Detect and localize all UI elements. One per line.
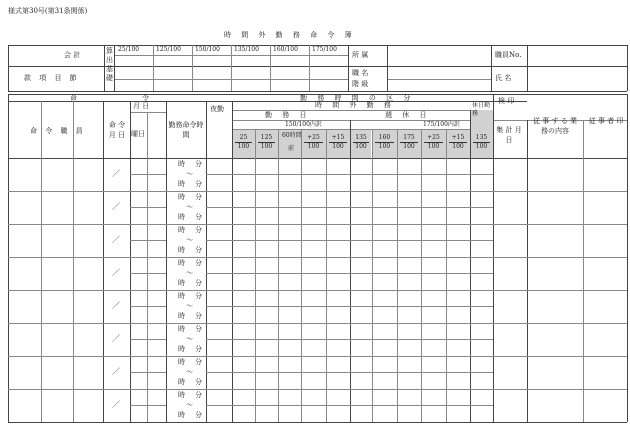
fun-label: 分 [195,391,202,399]
date-separator: ／ [112,367,120,376]
ji-label: 時 [178,378,185,386]
date-separator: ／ [112,400,120,409]
kara-label: ～ [186,302,193,310]
fraction-10 [470,134,493,151]
grid-line [130,273,166,274]
yakin-label: 夜勤 [210,105,224,113]
ji-label: 時 [178,180,185,188]
date-separator: ／ [112,301,120,310]
fraction-denominator: 100 [424,142,443,151]
grid-line [73,101,74,422]
grid-line [206,101,207,422]
grid-line [446,129,447,422]
rate-25: 25/100 [118,46,140,53]
grid-line [278,129,279,422]
fun-label: 分 [195,292,202,300]
kara-label: ～ [186,368,193,376]
kara-label: ～ [186,203,193,211]
grid-line [130,240,166,241]
fun-label: 分 [195,246,202,254]
ji-label: 時 [178,312,185,320]
fraction-denominator: 100 [353,142,369,151]
fraction-denominator: 100 [304,142,323,151]
fun-label: 分 [195,279,202,287]
ji-label: 時 [178,226,185,234]
shokuin-no-label: 職員No. [495,51,522,59]
fun-label: 分 [195,378,202,386]
grid-line [232,129,470,130]
ji-label: 時 [178,325,185,333]
grid-line [8,224,627,225]
grid-line [8,389,627,390]
yobi-label: 曜日 [131,130,145,138]
jikangai-label: 時 間 外 勤 務 [315,101,395,109]
fun-label: 分 [195,312,202,320]
jigyo-label: 従 事 す る 業務の内容 [533,117,577,135]
grid-line [8,158,627,159]
shukyu-bi-label: 週 休 日 [385,111,431,119]
kenin-label: 検 印 [498,97,515,105]
fraction-denominator: 100 [235,142,252,151]
ji-label: 時 [178,391,185,399]
fun-label: 分 [195,259,202,267]
rokujuu-sub-label: 前 [288,145,295,152]
fun-label: 分 [195,213,202,221]
grid-line [206,405,493,406]
grid-line [130,405,166,406]
grid-line [493,94,494,422]
grid-line [130,112,166,113]
ji-label: 時 [178,259,185,267]
kimmu-kubun-label: 勤 務 時 間 の 区 分 [300,94,415,102]
grid-line [130,207,166,208]
fraction-6 [372,134,397,151]
grid-line [130,372,166,373]
grid-line [8,101,527,102]
fun-label: 分 [195,193,202,201]
kyujitsu-kimmu-label: 休日勤務 [472,102,491,117]
kara-label: ～ [186,170,193,178]
fun-label: 分 [195,358,202,366]
rate-160: 160/100 [273,46,298,53]
rate-175: 175/100 [312,46,337,53]
document-title: 時 間 外 勤 務 命 令 簿 [224,31,356,39]
grid-line [147,112,148,422]
fun-label: 分 [195,325,202,333]
grid-line [8,356,627,357]
fraction-5 [350,134,372,151]
tsuki-hi-label: 月 日 [133,102,150,110]
date-separator: ／ [112,235,120,244]
grid-line [8,191,627,192]
grid-line [103,101,104,422]
grid-line [8,422,627,423]
grid-line [130,101,131,422]
fraction-9 [446,134,470,151]
ji-label: 時 [178,246,185,254]
grid-line [583,120,584,422]
fraction-8 [421,134,446,151]
fraction-numerator: 135 [475,134,488,141]
ji-label: 時 [178,160,185,168]
kara-label: ～ [186,269,193,277]
fraction-numerator: +25 [307,134,320,141]
grid-line [206,372,493,373]
grid-line [255,129,256,422]
fraction-denominator: 100 [449,142,467,151]
shokumei-label: 職 名 [352,69,369,77]
fraction-numerator: +15 [451,134,465,141]
fraction-1 [255,134,278,151]
kimmu-meirei-jikan-label: 勤務命令時間 [168,121,204,139]
form-number-label: 様式第30号(第31条関係) [8,7,88,15]
kaikyu-label: 階 級 [352,80,369,88]
grid-line [350,120,351,422]
grid-line [301,129,302,422]
fraction-denominator: 100 [400,142,418,151]
grid-line [166,101,167,422]
fraction-numerator: 175 [403,134,415,141]
rokujuu-label: 60時間 [282,132,302,139]
fraction-denominator: 100 [375,142,394,151]
grid-line [326,129,327,422]
fraction-7 [397,134,421,151]
grid-line [206,240,493,241]
fraction-numerator: +25 [427,134,440,141]
fun-label: 分 [195,226,202,234]
meirei-label: 命 [70,94,77,102]
shimei-label: 氏 名 [495,74,512,82]
fraction-numerator: +15 [331,134,345,141]
fraction-denominator: 100 [473,142,490,151]
date-separator: ／ [112,268,120,277]
fraction-denominator: 100 [329,142,347,151]
uchiwake175-label: 175/100内訳 [423,121,460,128]
ji-label: 時 [178,358,185,366]
grid-line [627,94,628,422]
juji-in-label: 従 事 者 印 [588,117,624,125]
fraction-numerator: 125 [260,134,273,141]
fun-label: 分 [195,411,202,419]
ji-label: 時 [178,411,185,419]
ji-label: 時 [178,292,185,300]
rate-150: 150/100 [195,46,220,53]
kaikei-label: 会 計 [64,51,81,59]
grid-line [206,306,493,307]
fraction-denominator: 100 [258,142,275,151]
grid-line [8,323,627,324]
grid-line [8,257,627,258]
meirei-shokuin-label: 命 令 職 員 [30,127,86,135]
fun-label: 分 [195,180,202,188]
date-separator: ／ [112,334,120,343]
fraction-numerator: 135 [355,134,367,141]
fraction-numerator: 160 [378,134,391,141]
fun-label: 分 [195,345,202,353]
grid-line [421,129,422,422]
grid-line [527,120,528,422]
grid-line [130,174,166,175]
grid-line [130,339,166,340]
sanshutsu-label: 算 出 基 礎 [106,47,113,82]
date-separator: ／ [112,169,120,178]
grid-line [130,306,166,307]
kara-label: ～ [186,401,193,409]
grid-line [470,110,471,422]
grid-line [206,339,493,340]
fraction-4 [326,134,350,151]
grid-line [206,174,493,175]
grid-line [8,290,627,291]
kara-label: ～ [186,236,193,244]
fun-label: 分 [195,160,202,168]
ji-label: 時 [178,193,185,201]
kanko-label: 款 項 目 節 [24,74,80,82]
grid-line [397,129,398,422]
fraction-numerator: 25 [239,134,248,141]
shozoku-label: 所 属 [352,51,369,59]
kimmu-bi-label: 勤 務 日 [265,111,311,119]
grid-line [206,273,493,274]
date-separator: ／ [112,202,120,211]
shukei-label: 集 計 月 日 [496,126,522,144]
rei-label: 令 [142,94,149,102]
fraction-3 [301,134,326,151]
rate-125: 125/100 [156,46,181,53]
fraction-0 [232,134,255,151]
meirei-gappi-label: 命 令 月 日 [108,121,126,139]
ji-label: 時 [178,213,185,221]
grid-line [41,101,42,422]
uchiwake150-label: 150/100内訳 [285,121,322,128]
rate-135: 135/100 [234,46,259,53]
grid-line [372,129,373,422]
grid-line [8,94,9,422]
grid-line [206,207,493,208]
ji-label: 時 [178,279,185,287]
kara-label: ～ [186,335,193,343]
ji-label: 時 [178,345,185,353]
